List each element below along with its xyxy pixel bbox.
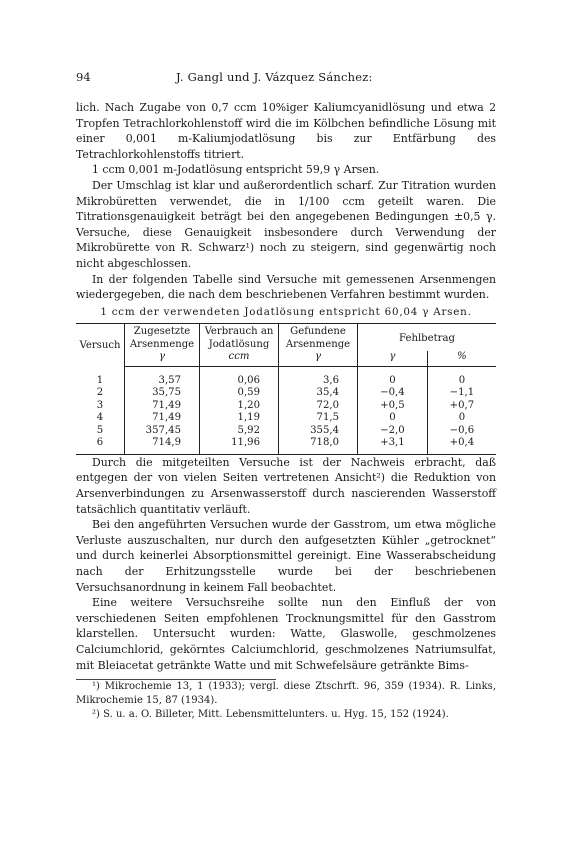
header-zugesetzte: Zugesetzte Arsenmenge (125, 324, 200, 352)
cell-fehl-abs: 0 (358, 366, 428, 387)
table-row (76, 437, 496, 454)
table-row (76, 366, 496, 387)
cell-versuch: 4 (96, 412, 104, 424)
cell-fehl-pct: −0,6 (427, 425, 496, 438)
cell-gefundene: 355,4 (279, 425, 358, 438)
cell-fehl-abs: +3,1 (358, 437, 428, 454)
cell-verbrauch: 1,19 (200, 412, 279, 425)
cell-verbrauch: 5,92 (200, 425, 279, 438)
table-row (76, 400, 496, 413)
footnote: ²) S. u. a. O. Billeter, Mitt. Lebensmittelunters. u. Hyg. 15, 152 (1924). (92, 709, 449, 721)
body-text (76, 100, 496, 722)
cell-fehl-abs: +0,5 (358, 400, 428, 413)
cell-versuch: 5 (96, 424, 104, 436)
footnote: ¹) Mikrochemie 13, 1 (1933); vergl. diese Ztschrft. 96, 359 (1934). R. Links, Mikrochemie 15, 87 (1934). (76, 681, 496, 707)
cell-fehl-pct: +0,4 (427, 437, 496, 454)
paragraph: Eine weitere Versuchsreihe sollte nun den Einfluß der von verschiedenen Seiten empfohlenen Trocknungsmittel für den Gasstrom klarstellen. Untersucht wurden: Watte, Glaswolle, geschmolzenes Calciumchlorid, gekörntes Calciumchlorid, geschmolzenes Natriumsulfat, mit Bleiacetat getränkte Watte und mit Schwefelsäure getränkte Bims- (76, 596, 496, 672)
table-caption: 1 ccm der verwendeten Jodatlösung entspricht 60,04 γ Arsen. (100, 305, 472, 318)
cell-zugesetzte: 714,9 (125, 437, 200, 454)
unit-verbrauch: ccm (200, 351, 279, 366)
paragraph: Durch die mitgeteilten Versuche ist der Nachweis erbracht, daß entgegen der von vielen Seiten vertretenen Ansicht²) die Reduktion von Arsenverbindungen zu Arsenwasserstoff durch nascierenden Wasserstoff tatsächlich quantitativ verläuft. (76, 455, 496, 516)
cell-gefundene: 35,4 (279, 387, 358, 400)
cell-versuch: 6 (76, 437, 125, 454)
running-title: J. Gangl und J. Vázquez Sánchez: (176, 70, 373, 84)
paragraph: 1 ccm 0,001 m-Jodatlösung entspricht 59,9 γ Arsen. (92, 163, 380, 177)
cell-zugesetzte: 35,75 (125, 387, 200, 400)
table-row (76, 412, 496, 425)
unit-fehl-pct: % (427, 351, 496, 366)
cell-zugesetzte: 71,49 (125, 400, 200, 413)
paragraph: Der Umschlag ist klar und außerordentlich scharf. Zur Titration wurden Mikrobüretten verwendet, die in 1/100 ccm geteilt waren. Die Titrationsgenauigkeit beträgt bei den angegebenen Bedingungen ±0,5 γ. Versuche, diese Genauigkeit insbesondere durch Verwendung der Mikrobürette von R. Schwarz¹) noch zu steigern, sind gegenwärtig noch nicht abgeschlossen. (76, 178, 496, 270)
cell-fehl-pct: −1,1 (427, 387, 496, 400)
table-row (76, 387, 496, 400)
unit-zugesetzte: γ (125, 351, 200, 366)
paragraph: lich. Nach Zugabe von 0,7 ccm 10%iger Kaliumcyanidlösung und etwa 2 Tropfen Tetrachlorkohlenstoff wird die im Kölbchen befindliche Lösung mit einer 0,001 m-Kaliumjodatlösung bis zur Entfärbung des Tetrachlorkohlenstoffs titriert. (76, 101, 496, 161)
page (76, 70, 496, 722)
cell-fehl-abs: −0,4 (358, 387, 428, 400)
results-table (76, 323, 496, 455)
cell-zugesetzte: 357,45 (125, 425, 200, 438)
cell-gefundene: 718,0 (279, 437, 358, 454)
cell-gefundene: 3,6 (279, 366, 358, 387)
footnotes (76, 680, 496, 722)
cell-gefundene: 71,5 (279, 412, 358, 425)
cell-versuch: 1 (96, 374, 104, 386)
cell-verbrauch: 0,59 (200, 387, 279, 400)
unit-gefundene: γ (279, 351, 358, 366)
running-header (76, 70, 496, 88)
cell-versuch: 2 (96, 387, 104, 399)
cell-verbrauch: 11,96 (200, 437, 279, 454)
cell-verbrauch: 0,06 (200, 366, 279, 387)
cell-versuch: 3 (96, 399, 104, 411)
paragraph: In der folgenden Tabelle sind Versuche mit gemessenen Arsenmengen wiedergegeben, die nach dem beschriebenen Verfahren bestimmt wurden. (76, 272, 496, 302)
table-row (76, 425, 496, 438)
cell-gefundene: 72,0 (279, 400, 358, 413)
header-versuch: Versuch (76, 324, 125, 367)
unit-fehl-abs: γ (358, 351, 428, 366)
cell-zugesetzte: 71,49 (125, 412, 200, 425)
header-fehlbetrag: Fehlbetrag (358, 324, 497, 352)
cell-fehl-pct: +0,7 (427, 400, 496, 413)
page-number: 94 (76, 70, 91, 84)
cell-zugesetzte: 3,57 (125, 366, 200, 387)
cell-fehl-abs: 0 (358, 412, 428, 425)
cell-fehl-pct: 0 (427, 412, 496, 425)
header-verbrauch: Verbrauch an Jodatlösung (200, 324, 279, 352)
header-gefundene: Gefundene Arsenmenge (279, 324, 358, 352)
cell-verbrauch: 1,20 (200, 400, 279, 413)
cell-fehl-abs: −2,0 (358, 425, 428, 438)
paragraph: Bei den angeführten Versuchen wurde der Gasstrom, um etwa mögliche Verluste auszuschalten, nur durch den aufgesetzten Kühler „getrocknet“ und durch keinerlei Absorptionsmittel gereinigt. Eine Wasserabscheidung nach der Erhitzungsstelle wurde bei der beschriebenen Versuchsanordnung in keinem Fall beobachtet. (76, 518, 496, 594)
cell-fehl-pct: 0 (427, 366, 496, 387)
